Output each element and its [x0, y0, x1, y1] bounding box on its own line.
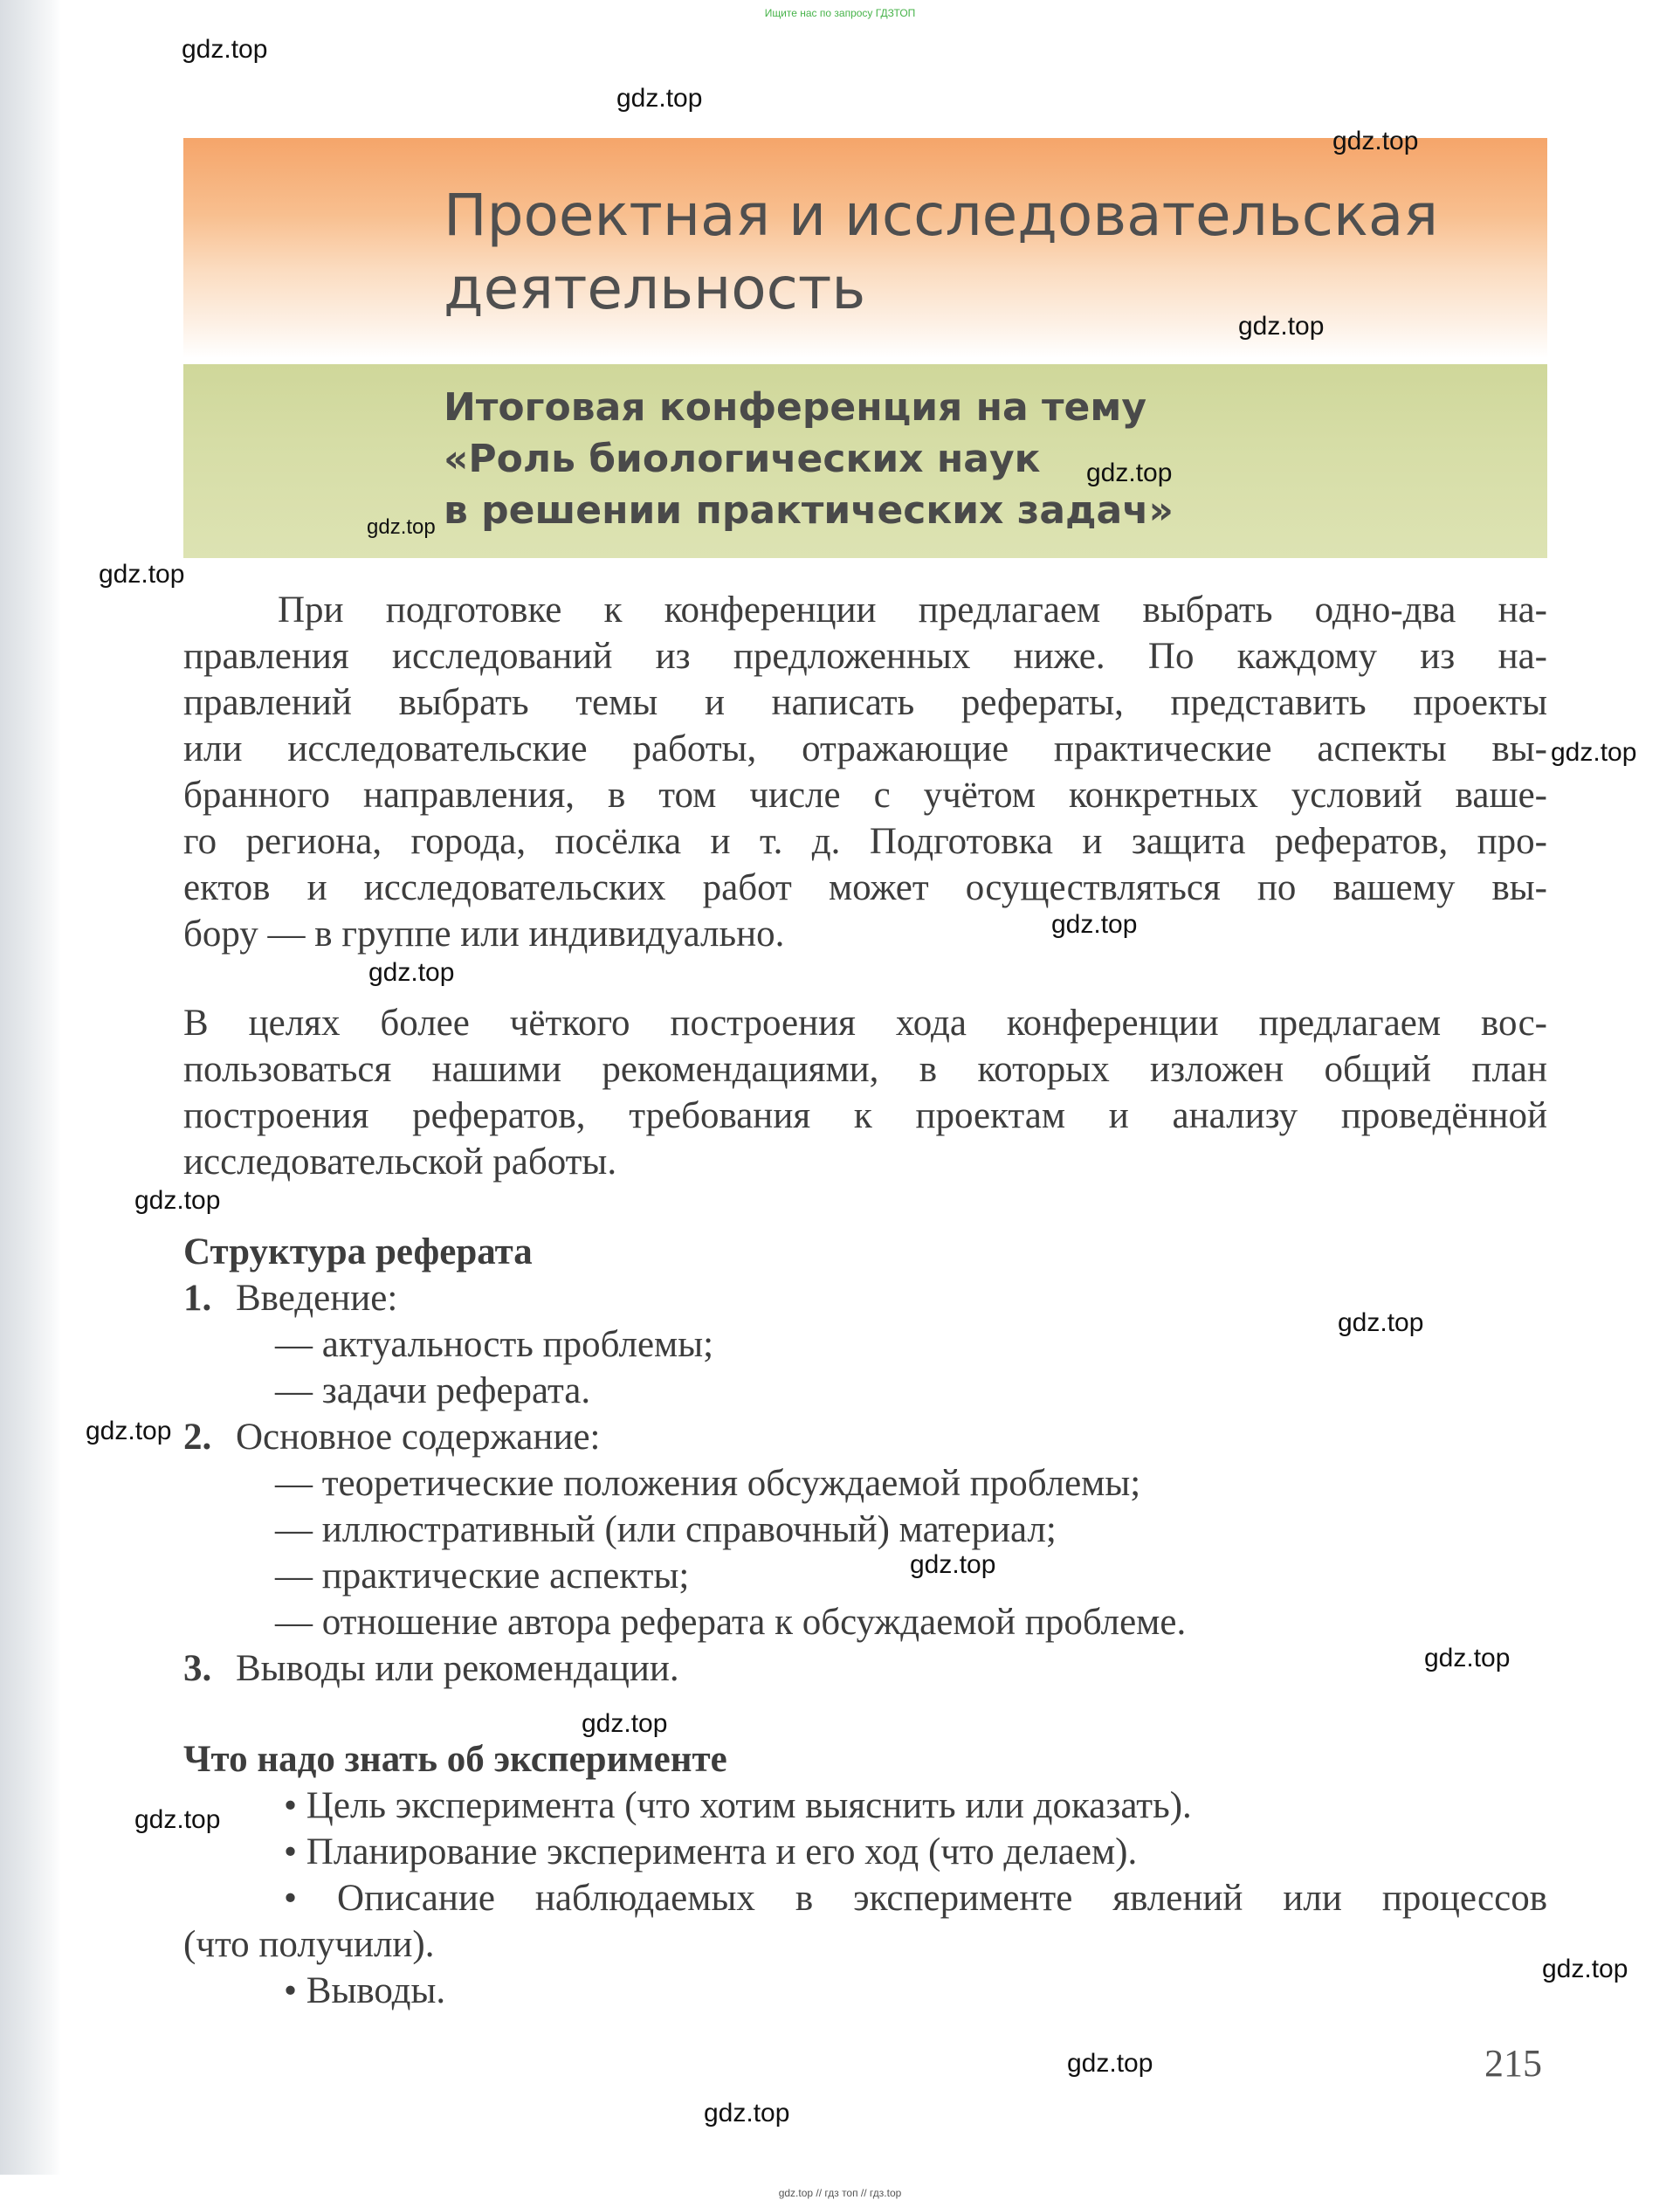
text-line: построения рефератов, требования к проектам и анализу проведённой [183, 1095, 1547, 1136]
text-line: бору — в группе или индивидуально. [183, 914, 785, 955]
structure-heading: Структура реферата [183, 1231, 533, 1272]
text-line: правления исследований из предложенных ниже. По каждому из на- [183, 636, 1547, 677]
watermark: gdz.top [134, 1186, 221, 1215]
recommendation-paragraph [183, 1000, 1547, 1185]
bottom-note: gdz.top // гдз топ // гдз.top [778, 2187, 902, 2199]
page-edge-shadow [0, 0, 61, 2175]
watermark: gdz.top [367, 515, 436, 539]
item-label: Основное содержание: [236, 1417, 601, 1458]
bullet-item: • Выводы. [284, 1970, 446, 2011]
watermark: gdz.top [1332, 127, 1419, 155]
watermark: gdz.top [1542, 1955, 1628, 1983]
watermark: gdz.top [86, 1417, 172, 1445]
bullet-item: • Планирование эксперимента и его ход (что делаем). [284, 1831, 1138, 1872]
top-note: Ищите нас по запросу ГДЗТОП [764, 7, 916, 19]
watermark: gdz.top [1086, 459, 1173, 487]
watermark: gdz.top [134, 1805, 221, 1834]
title-line-1: Проектная и исследовательская [444, 182, 1439, 249]
watermark: gdz.top [910, 1550, 996, 1579]
sub-item: — отношение автора реферата к обсуждаемой проблеме. [275, 1602, 1187, 1643]
item-number: 2. [183, 1417, 212, 1458]
subtitle-line-1: Итоговая конференция на тему [444, 385, 1147, 430]
sub-item: — иллюстративный (или справочный) материал; [275, 1509, 1057, 1550]
page-number: 215 [1484, 2042, 1542, 2085]
bullet-item: • Описание наблюдаемых в эксперименте явлений или процессов [284, 1878, 1547, 1919]
text-line: бранного направления, в том числе с учётом конкретных условий ваше- [183, 775, 1547, 816]
text-line: исследовательской работы. [183, 1141, 617, 1183]
experiment-list [183, 1783, 1547, 2014]
text-line: пользоваться нашими рекомендациями, в которых изложен общий план [183, 1049, 1547, 1090]
watermark: gdz.top [704, 2099, 790, 2128]
watermark: gdz.top [1238, 312, 1325, 341]
sub-item: — теоретические положения обсуждаемой проблемы; [275, 1463, 1141, 1504]
watermark: gdz.top [1551, 738, 1637, 767]
intro-paragraph [183, 587, 1547, 957]
watermark: gdz.top [368, 958, 455, 987]
title-line-2: деятельность [444, 255, 866, 322]
watermark: gdz.top [1067, 2049, 1153, 2078]
bullet-continuation: (что получили). [183, 1924, 435, 1965]
subtitle-line-2: «Роль биологических наук [444, 437, 1041, 481]
watermark: gdz.top [1051, 910, 1138, 939]
item-number: 1. [183, 1278, 212, 1319]
text-line: или исследовательские работы, отражающие практические аспекты вы- [183, 728, 1547, 769]
watermark: gdz.top [99, 560, 185, 589]
item-number: 3. [183, 1648, 212, 1689]
watermark: gdz.top [1424, 1644, 1511, 1672]
text-line: При подготовке к конференции предлагаем выбрать одно-два на- [278, 590, 1547, 631]
watermark: gdz.top [582, 1709, 668, 1738]
page-title [444, 179, 1491, 326]
watermark: gdz.top [182, 35, 268, 64]
text-line: правлений выбрать темы и написать рефераты, представить проекты [183, 682, 1547, 723]
sub-item: — практические аспекты; [275, 1555, 690, 1597]
sub-item: — актуальность проблемы; [275, 1324, 714, 1365]
bullet-item: • Цель эксперимента (что хотим выяснить или доказать). [284, 1785, 1192, 1826]
text-line: го региона, города, посёлка и т. д. Подготовка и защита рефератов, про- [183, 821, 1547, 862]
watermark: gdz.top [616, 84, 703, 113]
list-item [183, 1414, 1547, 1460]
subtitle-line-3: в решении практических задач» [444, 488, 1174, 533]
experiment-heading: Что надо знать об эксперименте [183, 1739, 727, 1780]
text-line: В целях более чёткого построения хода конференции предлагаем вос- [183, 1003, 1547, 1044]
item-label: Выводы или рекомендации. [236, 1648, 679, 1689]
sub-item: — задачи реферата. [275, 1370, 591, 1411]
conference-title [444, 382, 1491, 536]
text-line: ектов и исследовательских работ может осуществляться по вашему вы- [183, 867, 1547, 908]
watermark: gdz.top [1338, 1308, 1424, 1337]
list-item [183, 1645, 1547, 1692]
item-label: Введение: [236, 1278, 398, 1319]
